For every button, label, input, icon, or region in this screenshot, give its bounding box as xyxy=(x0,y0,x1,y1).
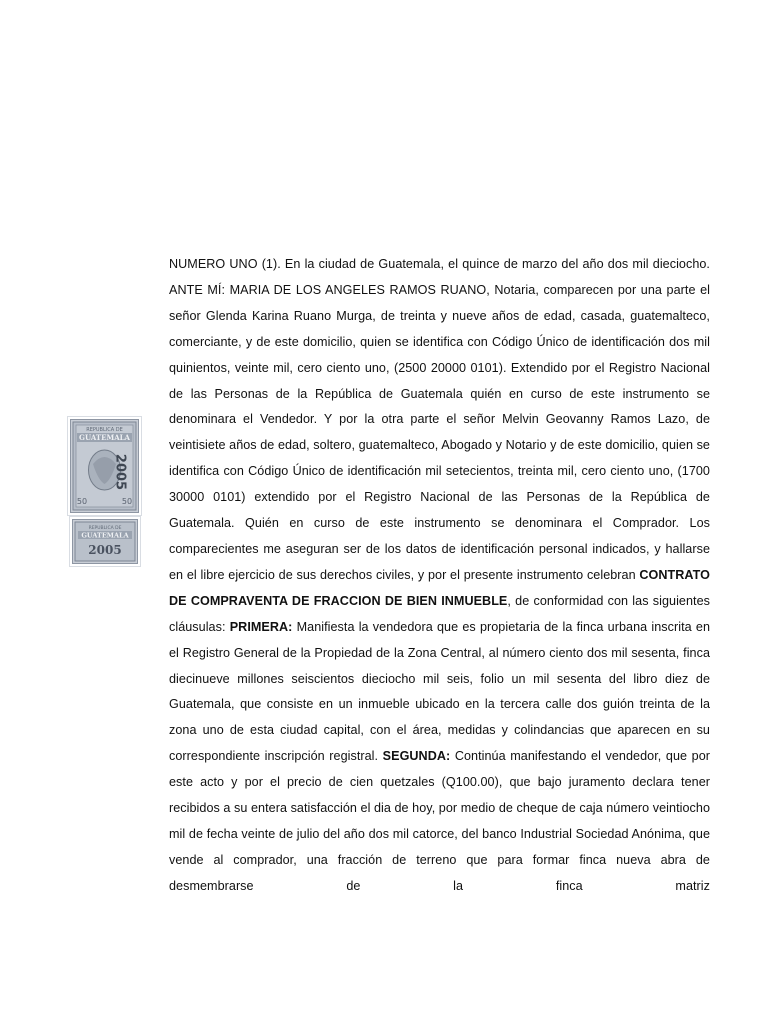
deed-paragraph xyxy=(169,252,710,900)
contract-title: CONTRATO DE COMPRAVENTA DE FRACCION DE BIEN INMUEBLE xyxy=(169,567,710,608)
stamp-small-overprint-year: 2005 xyxy=(88,543,122,557)
fiscal-stamp-small xyxy=(72,519,138,564)
stamp-value-right: 50 xyxy=(121,497,133,506)
stamp-header-text: REPUBLICA DE xyxy=(86,427,123,433)
stamp-value-left: 50 xyxy=(76,497,88,506)
clause-primera-text: Manifiesta la vendedora que es propietaria de la finca urbana inscrita en el Registro General de la Propiedad de la Zona Central, al número ciento dos mil sesenta, finca diecinueve millones seiscientos dieciocho mil seis, folio un mil sesenta del libro diez de Guatemala, que consiste en un inmueble ubicado en la tercera calle dos guión treinta de la zona uno de esta ciudad capital, con el área, medidas y colindancias que aparecen en su correspondiente inscripción registral. xyxy=(169,619,711,764)
clause-primera-heading: PRIMERA: xyxy=(229,619,293,634)
clause-segunda-text: Continúa manifestando el vendedor, que por este acto y por el precio de cien quetzales (Q100.00), que bajo juramento declara tener recibidos a su entera satisfacción el dia de hoy, por medio de cheque de caja número veintiocho mil de fecha veinte de julio del año dos mil catorce, del banco Industrial Sociedad Anónima, que vende al comprador, una fracción de terreno que para formar finca nueva abra de desmembrarse de la finca matriz xyxy=(169,749,710,893)
fiscal-stamp-large xyxy=(70,419,139,513)
stamp-country-text: GUATEMALA xyxy=(79,433,130,442)
deed-text-intro: NUMERO UNO (1). En la ciudad de Guatemala, el quince de marzo del año dos mil dieciocho. ANTE MÍ: MARIA DE LOS ANGELES RAMOS RUANO, Notaria, comparecen por una parte el señor Glenda Karina Ruano Murga, de treinta y nueve años de edad, casada, guatemalteco, comerciante, y de este domicilio, quien se identifica con Código Único de identificación dos mil quinientos, veinte mil, cero ciento uno, (2500 20000 0101). Extendido por el Registro Nacional de las Personas de la República de Guatemala quién en curso de este instrumento se denominara el Vendedor. Y por la otra parte el señor Melvin Geovanny Ramos Lazo, de veintisiete años de edad, soltero, guatemalteco, Abogado y Notario y de este domicilio, quien se identifica con Código Único de identificación mil setecientos, treinta mil, cero ciento uno, (1700 30000 0101) extendido por el Registro Nacional de las Personas de la República de Guatemala. Quién en curso de este instrumento se denominara el Comprador. Los comparecientes me aseguran ser de los datos de identificación personal indicados, y hallarse en el libre ejercicio de sus derechos civiles, y por el presente instrumento celebran xyxy=(169,257,710,582)
stamp-small-header-text: REPUBLICA DE xyxy=(88,526,122,531)
stamp-small-country-text: GUATEMALA xyxy=(81,531,129,540)
stamp-overprint-year: 2005 xyxy=(112,453,128,491)
clause-segunda-heading: SEGUNDA: xyxy=(382,749,451,764)
deed-text-clauses-intro: , de conformidad con las siguientes cláusulas: xyxy=(169,593,710,634)
